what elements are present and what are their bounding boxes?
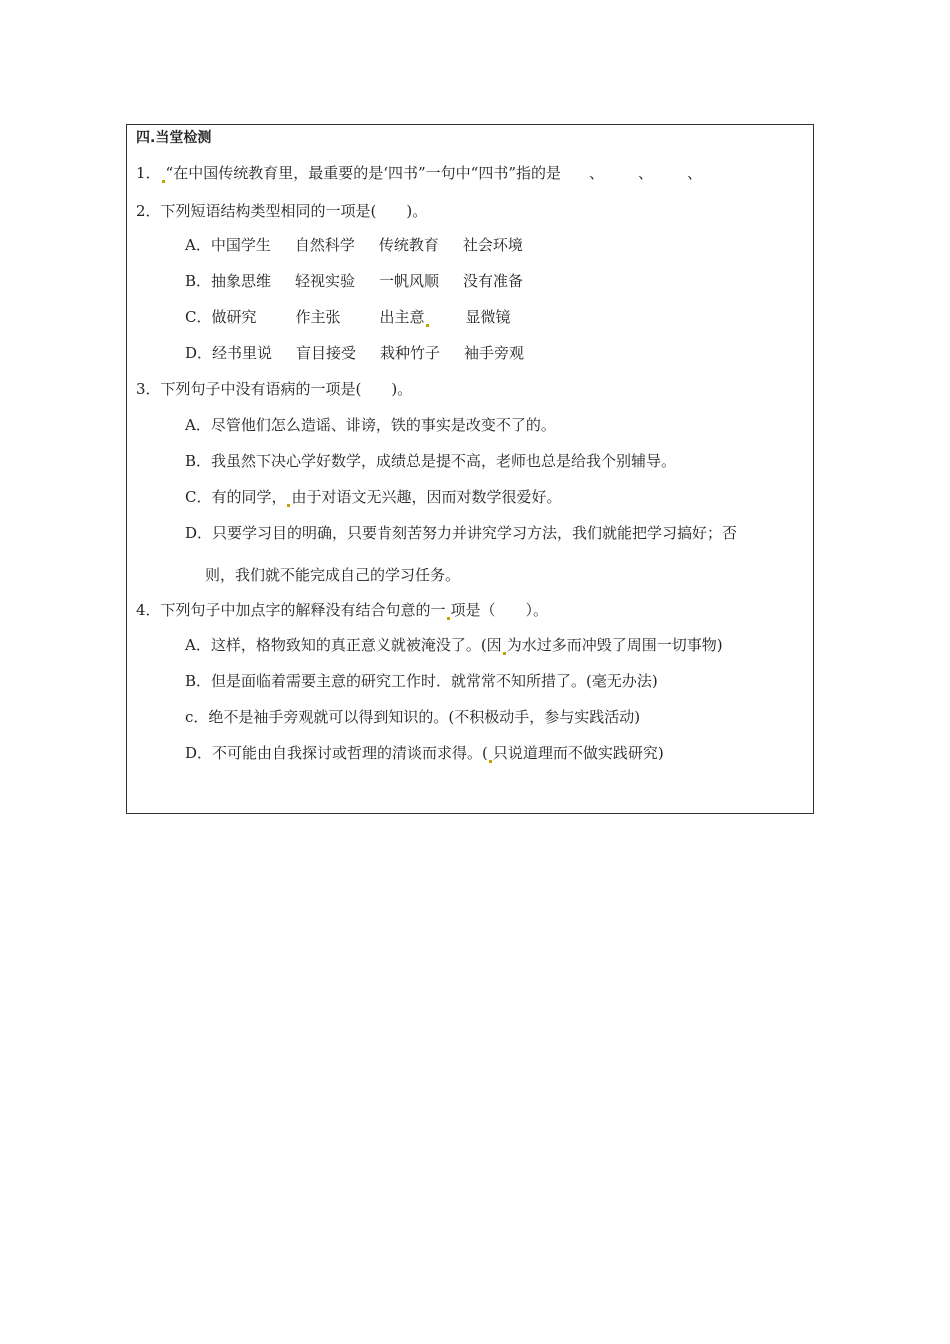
emphasis-dot xyxy=(162,180,165,183)
question-2-option-d xyxy=(185,343,524,363)
section-title: 四.当堂检测 xyxy=(136,130,212,146)
option-phrase xyxy=(379,307,465,327)
question-1-number: 1． xyxy=(136,164,161,182)
option-phrase: 轻视实验 xyxy=(295,272,356,290)
option-phrase: 作主张 xyxy=(295,308,341,326)
question-2-stem: 2．下列短语结构类型相同的一项是( )。 xyxy=(136,202,428,220)
separator: 、 xyxy=(589,164,605,182)
question-2-option-c xyxy=(185,307,511,327)
option-text: 由于对语文无兴趣，因而对数学很爱好。 xyxy=(291,488,562,506)
question-3-option-a: A．尽管他们怎么造谣、诽谤，铁的事实是改变不了的。 xyxy=(185,416,556,434)
separator: 、 xyxy=(638,164,654,182)
question-4-option-a xyxy=(185,635,723,655)
option-label: A． xyxy=(185,236,211,254)
option-text: 为水过多而冲毁了周围一切事物) xyxy=(506,636,723,654)
question-4-option-b: B．但是面临着需要主意的研究工作时．就常常不知所措了。(毫无办法) xyxy=(185,672,658,690)
option-phrase: 传统教育 xyxy=(378,236,439,254)
separator: 、 xyxy=(687,164,703,182)
option-phrase: 一帆风顺 xyxy=(379,272,440,290)
option-text: 只说道理而不做实践研究) xyxy=(492,744,664,762)
option-phrase: 抽象思维 xyxy=(211,272,272,290)
question-4-option-d xyxy=(185,743,664,763)
option-label: D． xyxy=(185,344,213,362)
emphasis-dot xyxy=(426,324,429,327)
option-text: C．有的同学， xyxy=(185,488,287,506)
stem-text: 项是（ ）。 xyxy=(450,601,549,619)
option-phrase: 盲目接受 xyxy=(296,344,357,362)
option-phrase: 没有准备 xyxy=(463,272,524,290)
question-4-option-c: c．绝不是袖手旁观就可以得到知识的。(不积极动手，参与实践活动) xyxy=(185,708,641,726)
option-phrase-text: 出主意 xyxy=(379,308,425,326)
question-3-option-d-line1: D．只要学习目的明确，只要肯刻苦努力并讲究学习方法，我们就能把学习搞好；否 xyxy=(185,524,738,542)
option-label: C． xyxy=(185,308,212,326)
option-phrase: 栽种竹子 xyxy=(380,344,441,362)
stem-text: 4．下列句子中加点字的解释没有结合句意的一 xyxy=(136,601,446,619)
option-phrase: 自然科学 xyxy=(294,236,355,254)
option-label: B． xyxy=(185,272,212,290)
question-3-stem: 3．下列句子中没有语病的一项是( )。 xyxy=(136,380,413,398)
question-2-option-b xyxy=(185,271,523,291)
question-4-stem xyxy=(136,600,548,620)
emphasis-dot xyxy=(489,760,492,763)
question-1 xyxy=(136,163,702,183)
option-phrase: 中国学生 xyxy=(210,236,271,254)
option-phrase: 显微镜 xyxy=(465,308,511,326)
option-phrase: 袖手旁观 xyxy=(464,344,525,362)
question-3-option-c xyxy=(185,487,562,507)
option-phrase: 社会环境 xyxy=(462,236,523,254)
question-3-option-b: B．我虽然下决心学好数学，成绩总是提不高，老师也总是给我个别辅导。 xyxy=(185,452,677,470)
option-phrase: 经书里说 xyxy=(212,344,273,362)
question-2-option-a xyxy=(185,235,523,255)
question-1-text: “在中国传统教育里，最重要的是‘四书”一句中“四书”指的是 xyxy=(165,164,561,182)
option-phrase: 做研究 xyxy=(211,308,257,326)
emphasis-dot xyxy=(503,652,506,655)
emphasis-dot xyxy=(447,617,450,620)
exercise-box xyxy=(126,124,814,814)
question-3-option-d-line2: 则，我们就不能完成自己的学习任务。 xyxy=(205,566,461,584)
option-text: A．这样，格物致知的真正意义就被淹没了。(因 xyxy=(185,636,502,654)
option-text: D．不可能由自我探讨或哲理的清谈而求得。( xyxy=(185,744,488,762)
